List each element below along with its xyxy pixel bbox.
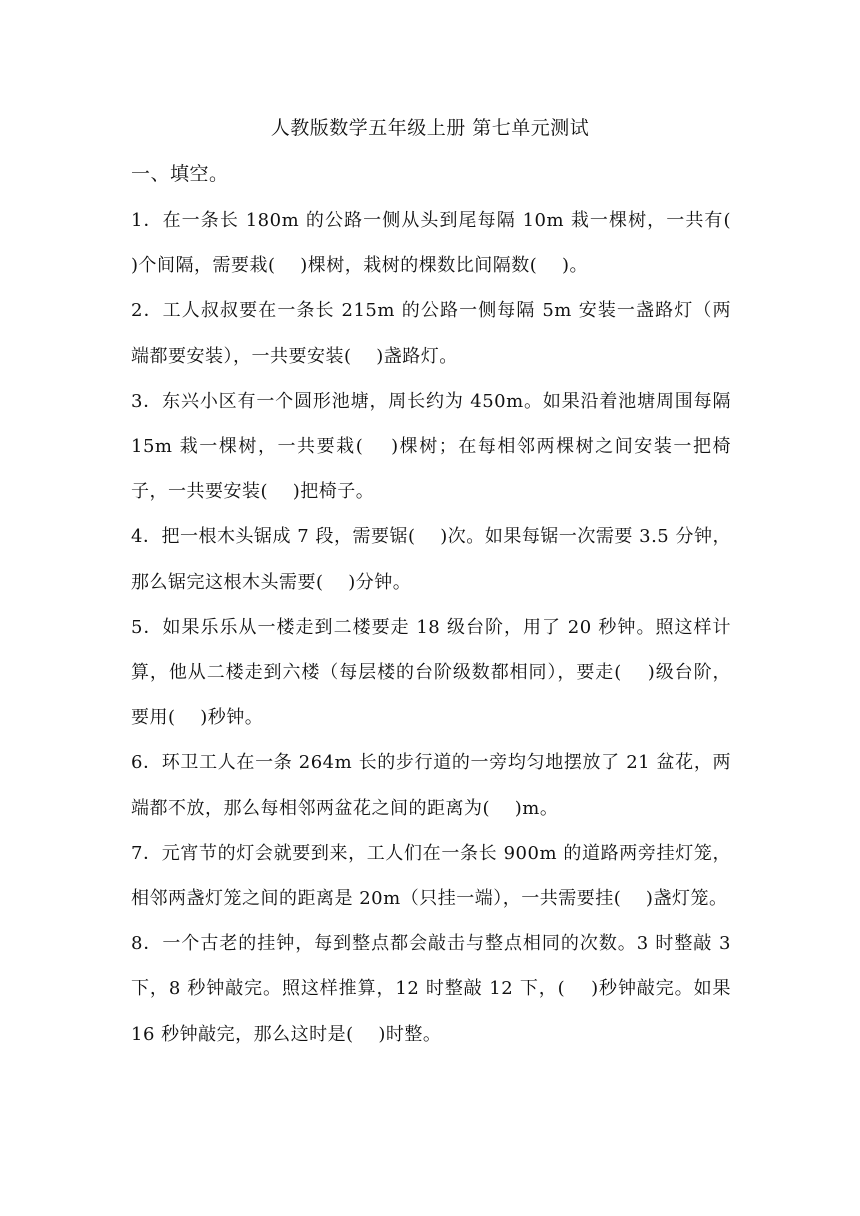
question-5: 5．如果乐乐从一楼走到二楼要走 18 级台阶，用了 20 秒钟。照这样计算，他从二楼走到六楼（每层楼的台阶级数都相同），要走( )级台阶，要用( )秒钟。 <box>131 616 731 729</box>
question-8: 8．一个古老的挂钟，每到整点都会敲击与整点相同的次数。3 时整敲 3 下，8 秒钟敲完。照这样推算，12 时整敲 12 下，( )秒钟敲完。如果 16 秒钟敲完，那么这时是( )时整。 <box>131 933 731 1045</box>
document-title: 人教版数学五年级上册 第七单元测试 <box>270 117 590 139</box>
question-6: 6．环卫工人在一条 264m 长的步行道的一旁均匀地摆放了 21 盆花，两端都不放，那么每相邻两盆花之间的距离为( )m。 <box>131 752 731 819</box>
question-1: 1．在一条长 180m 的公路一侧从头到尾每隔 10m 栽一棵树，一共有( )个间隔，需要栽( )棵树，栽树的棵数比间隔数( )。 <box>131 210 756 277</box>
question-list <box>131 198 756 1057</box>
question-4: 4．把一根木头锯成 7 段，需要锯( )次。如果每锯一次需要 3.5 分钟，那么锯完这根木头需要( )分钟。 <box>131 526 731 593</box>
question-2: 2．工人叔叔要在一条长 215m 的公路一侧每隔 5m 安装一盏路灯（两端都要安装），一共要安装( )盏路灯。 <box>131 300 731 367</box>
question-3: 3．东兴小区有一个圆形池塘，周长约为 450m。如果沿着池塘周围每隔 15m 栽一棵树，一共要栽( )棵树；在每相邻两棵树之间安装一把椅子，一共要安装( )把椅子。 <box>131 390 731 503</box>
section-heading: 一、填空。 <box>131 163 229 185</box>
question-7: 7．元宵节的灯会就要到来，工人们在一条长 900m 的道路两旁挂灯笼，相邻两盏灯笼之间的距离是 20m（只挂一端），一共需要挂( )盏灯笼。 <box>131 842 731 910</box>
